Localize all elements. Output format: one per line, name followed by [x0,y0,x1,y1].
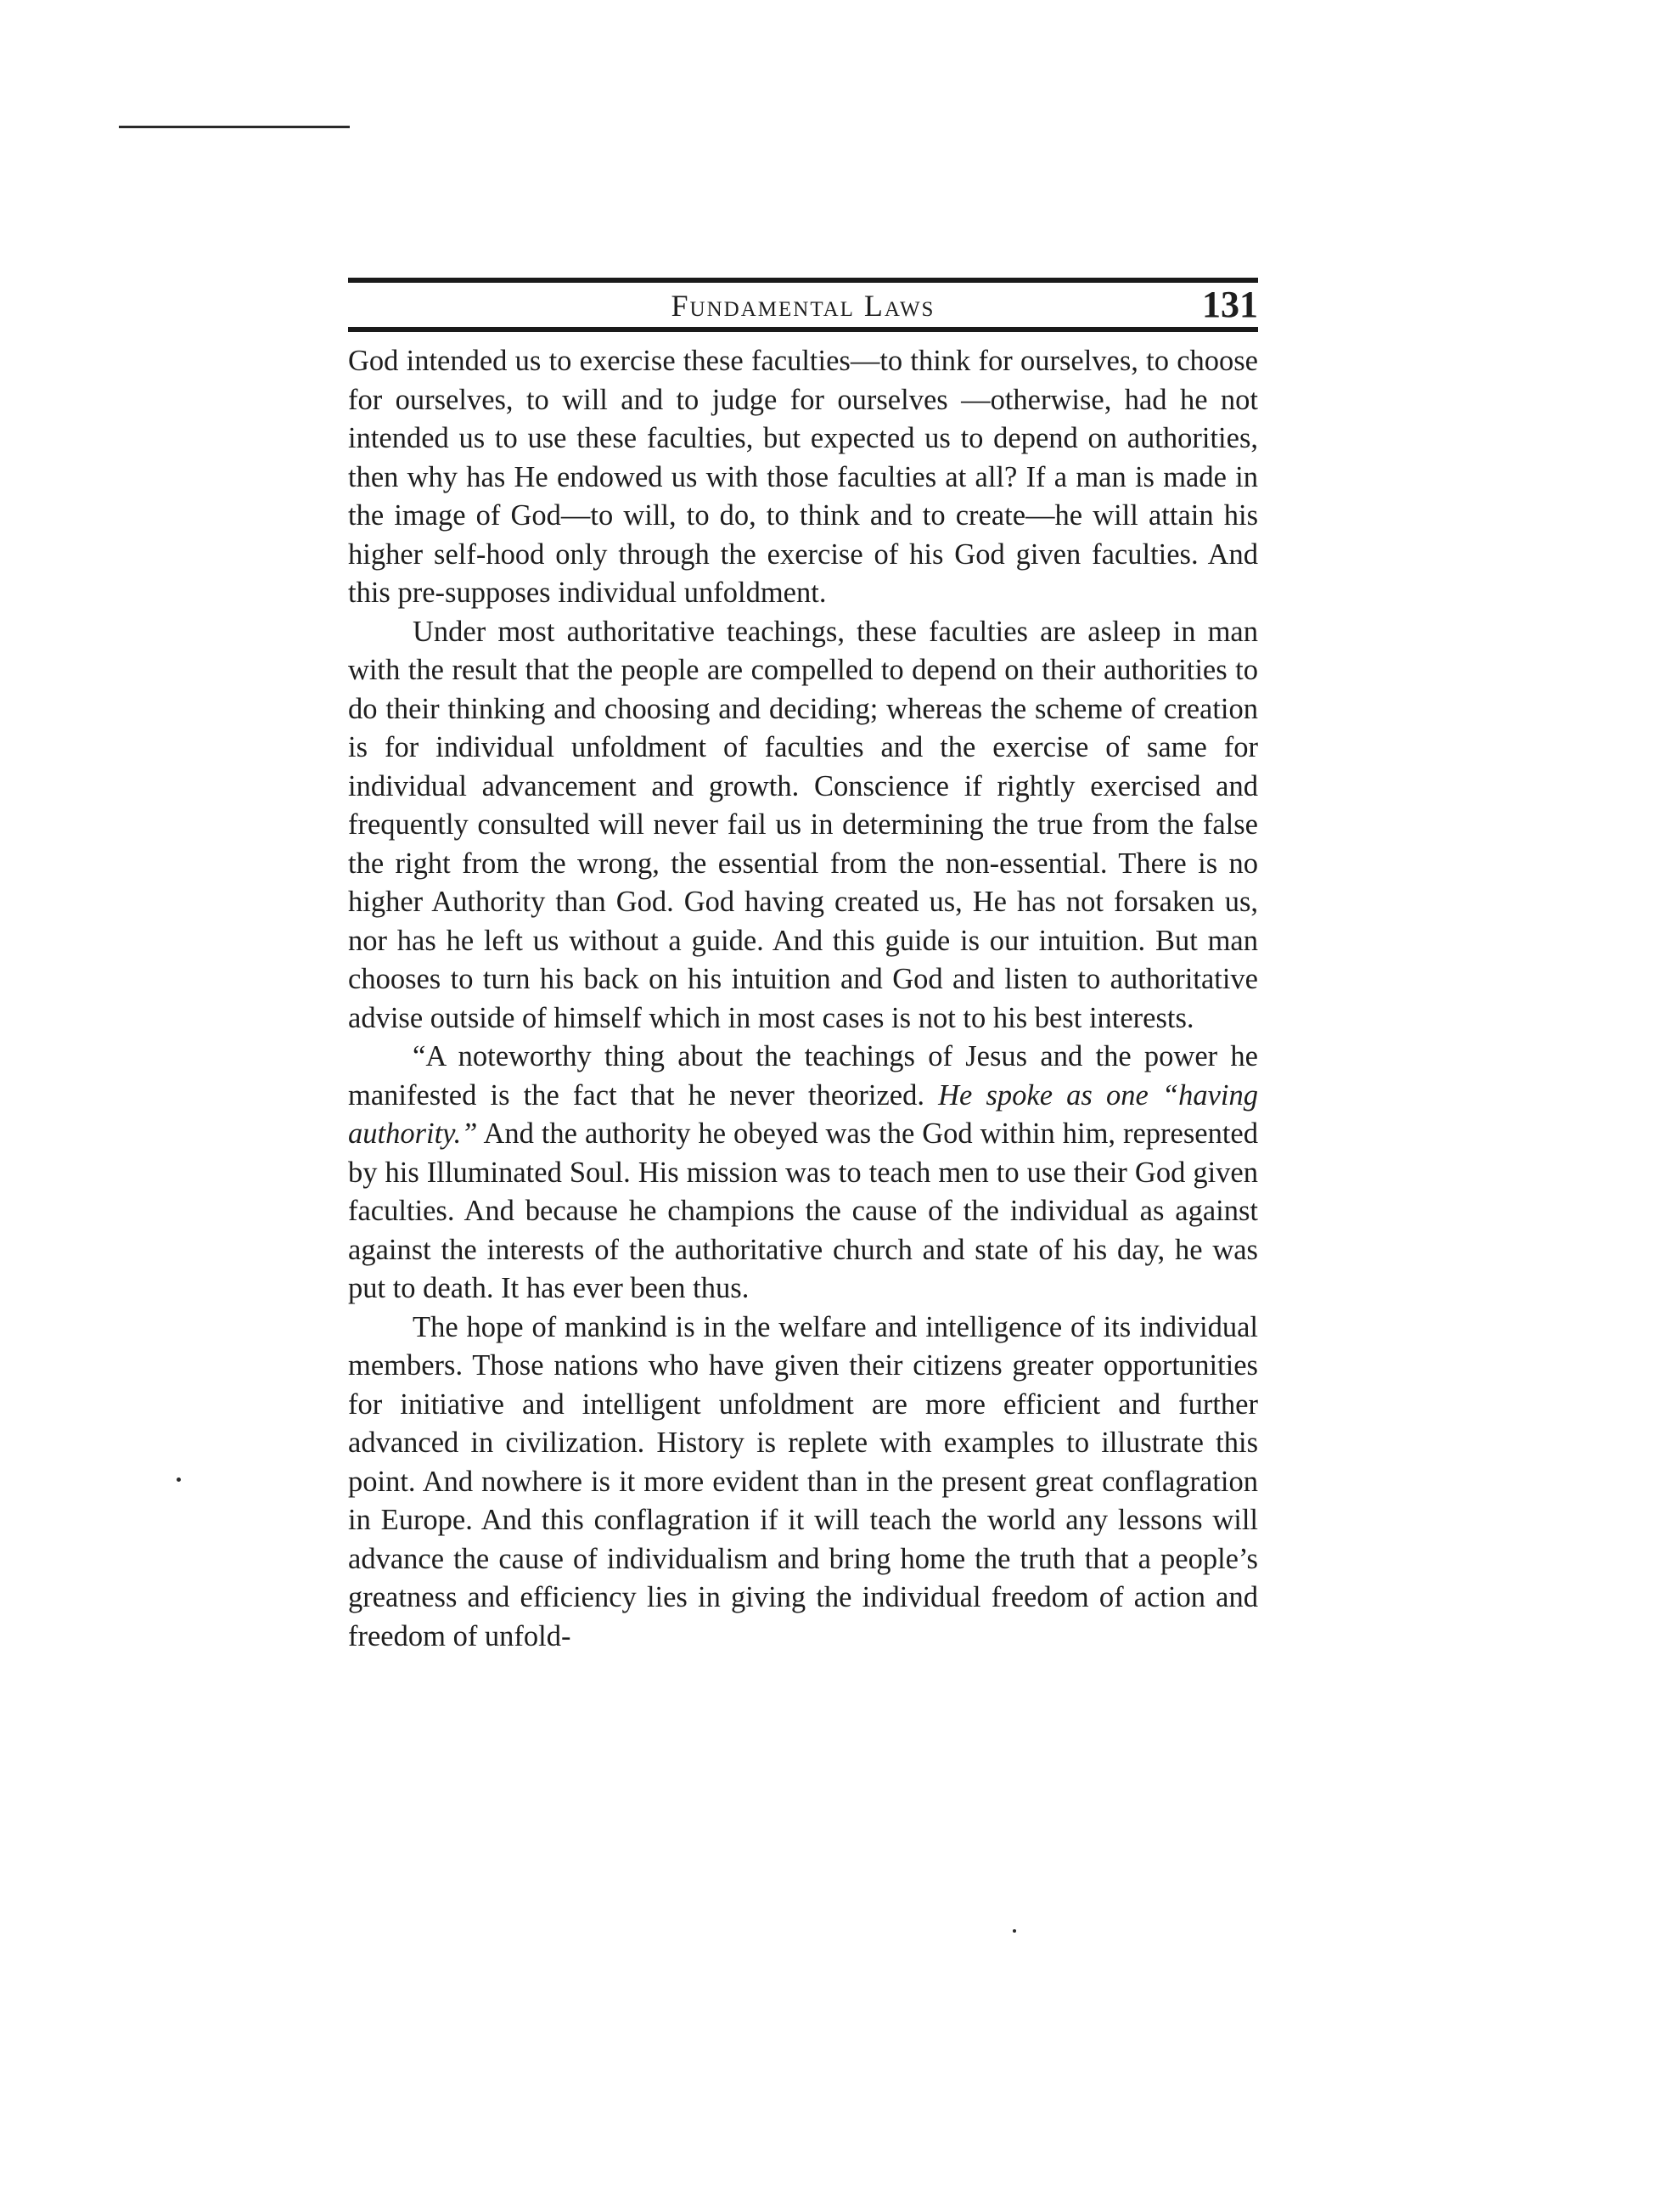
page-number: 131 [1202,284,1258,325]
stray-rule-mark [119,126,350,128]
paragraph-2: Under most authoritative teachings, these faculties are asleep in man with the result that the people are compelled to depend on their authorities to do their thinking and choosing and deciding; whereas the scheme of creation is for individual unfoldment of faculties and the exercise of same for individual advancement and growth. Conscience if rightly exercised and frequently consulted will never fail us in determining the true from the false the right from the wrong, the essential from the non-essential. There is no higher Authority than God. God having created us, He has not forsaken us, nor has he left us without a guide. And this guide is our intuition. But man chooses to turn his back on his intuition and God and listen to authoritative advise outside of himself which in most cases is not to his best interests. [348,615,1258,1034]
stray-dot-mark [177,1477,181,1482]
book-page [348,278,1258,1656]
running-header-title: Fundamental Laws [671,289,935,323]
paragraph-1: God intended us to exercise these faculties—to think for ourselves, to choose for ourselves, to will and to judge for ourselves —otherwise, had he not intended us to use these faculties, but expected us to depend on authorities, then why has He endowed us with those faculties at all? If a man is made in the image of God—to will, to do, to think and to create—he will attain his higher self-hood only through the exercise of his God given faculties. And this pre-supposes individual unfoldment. [348,345,1258,609]
body-text [348,342,1258,1656]
paragraph-3-end: And the authority he obeyed was the God within him, represented by his Illuminated Soul. His mission was to teach men to use their God given faculties. And because he champions the cause of the individual as against against the interests of the authoritative church and state of his day, he was put to death. It has ever been thus. [348,1117,1258,1304]
paragraph-3-start: “A noteworthy thing about the teachings of Jesus and the power he manifested is the fact that he never theorized. [348,1040,1258,1112]
paragraph-3 [348,1038,1258,1309]
stray-dot-mark [1013,1929,1016,1933]
running-header [348,278,1258,332]
paragraph-3-italic-quote: He spoke as one “having authority.” [348,1078,1259,1150]
paragraph-4: The hope of mankind is in the welfare and intelligence of its individual members. Those nations who have given their citizens greater opportunities for initiative and intelligent unfoldment are more efficient and further advanced in civilization. History is replete with examples to illustrate this point. And nowhere is it more evident than in the present great conflagration in Europe. And this conflagration if it will teach the world any lessons will advance the cause of individualism and bring home the truth that a people’s greatness and efficiency lies in giving the individual freedom of action and freedom of unfold- [348,1310,1258,1652]
